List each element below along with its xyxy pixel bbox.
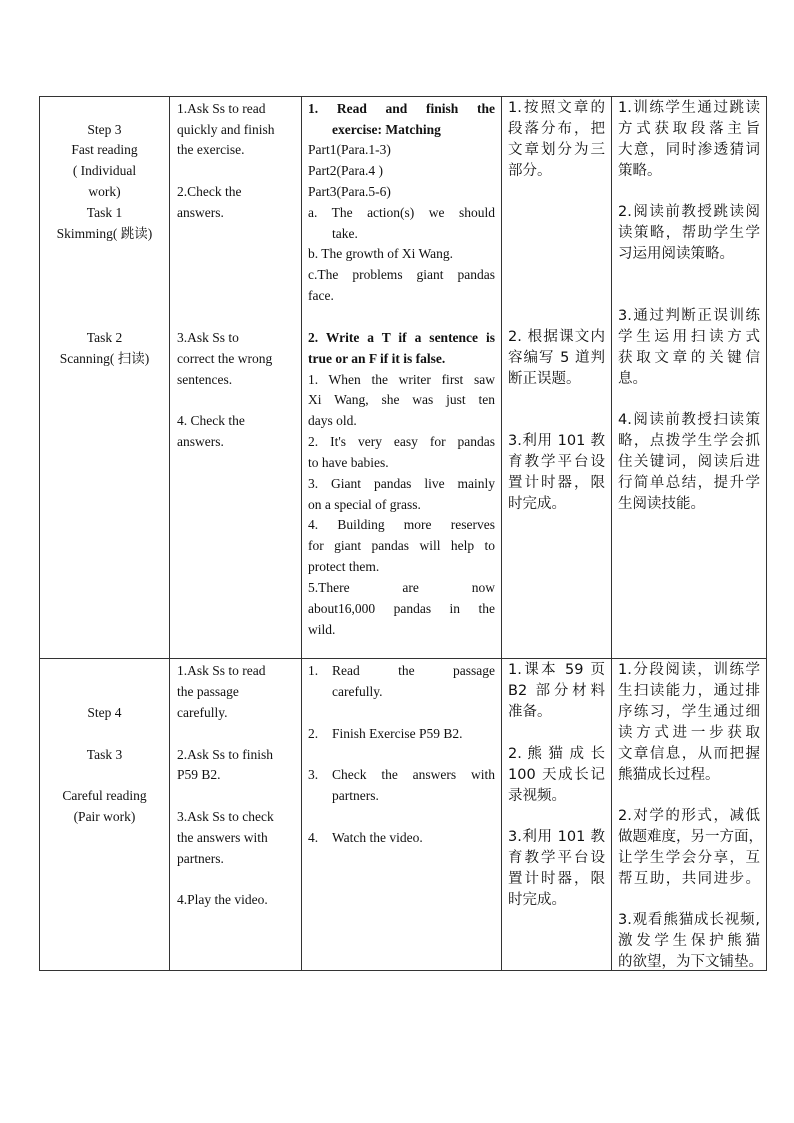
resource-line: 录视频。 (508, 788, 566, 804)
exercise-line: to have babies. (308, 455, 389, 470)
activity-line: carefully. (177, 705, 228, 720)
resource-line: 文章划分为三 (508, 142, 605, 158)
activity-line: 2.Ask Ss to finish (177, 747, 274, 762)
purpose-line: 2.对学的形式，减低 (618, 808, 760, 824)
resource-line: 育教学平台设 (508, 850, 605, 866)
step3-teacher-activity-cell (170, 97, 302, 659)
activity-line: 1.Ask Ss to read (177, 663, 266, 678)
activity-line: the answers with (177, 830, 268, 845)
exercise-heading: exercise: Matching (332, 122, 441, 137)
purpose-line: 让学生学会分享，互 (618, 850, 760, 866)
resource-line: 段落分布，把 (508, 121, 605, 137)
exercise-line: 5.There are now (308, 580, 495, 595)
task-name: Skimming( 跳读) (56, 226, 153, 241)
resource-line: 3.利用 101 教 (508, 433, 605, 449)
resource-line: 3.利用 101 教 (508, 829, 605, 845)
activity-line: answers. (177, 205, 224, 220)
purpose-line: 大意，同时渗透猜词 (618, 142, 760, 158)
activity-line: 2.Check the (177, 184, 242, 199)
exercise-line: Part1(Para.1-3) (308, 142, 391, 157)
purpose-line: 帮互助，共同进步。 (618, 871, 760, 887)
exercise-line: for giant pandas will help to (308, 538, 495, 553)
list-item: Read the passage (332, 663, 495, 678)
exercise-line: on a special of grass. (308, 497, 421, 512)
exercise-line: b. The growth of Xi Wang. (308, 246, 454, 261)
exercise-line: Xi Wang, she was just ten (308, 392, 495, 407)
list-item: Check the answers with (332, 767, 495, 782)
resource-line: B2 部分材料 (508, 683, 605, 699)
step4-purpose-cell (612, 659, 767, 971)
exercise-line: 3. Giant pandas live mainly (308, 476, 495, 491)
resource-line: 容编写 5 道判 (508, 350, 605, 366)
resource-line: 育教学平台设 (508, 454, 605, 470)
purpose-line: 4.阅读前教授扫读策 (618, 412, 760, 428)
mode-label-cont: work) (88, 184, 121, 199)
step4-stage-cell (40, 659, 170, 971)
purpose-line: 读策略，帮助学生学 (618, 225, 760, 241)
task-name: Scanning( 扫读) (59, 351, 150, 366)
purpose-line: 3.观看熊猫成长视频, (618, 912, 760, 928)
resource-line: 2. 熊 猫 成 长 (508, 746, 605, 762)
step3-purpose-cell (612, 97, 767, 659)
exercise-line: 4. Building more reserves (308, 517, 495, 532)
resource-line: 2. 根据课文内 (508, 329, 605, 345)
list-item: Watch the video. (332, 830, 423, 845)
exercise-line: a. The action(s) we should (308, 205, 495, 220)
activity-line: P59 B2. (177, 767, 221, 782)
table-row-step3 (40, 97, 767, 659)
exercise-line: Part3(Para.5-6) (308, 184, 391, 199)
resource-line: 1.课本 59 页 (508, 662, 605, 678)
list-number: 4. (308, 830, 319, 845)
step3-stage-cell (40, 97, 170, 659)
activity-line: correct the wrong (177, 351, 273, 366)
step3-student-activity-cell (302, 97, 502, 659)
purpose-line: 方式获取段落主旨 (618, 121, 760, 137)
purpose-line: 熊猫成长过程。 (618, 767, 720, 783)
resource-line: 时完成。 (508, 496, 566, 512)
list-item: Finish Exercise P59 B2. (332, 726, 463, 741)
purpose-line: 息。 (618, 371, 647, 387)
resource-line: 100 天成长记 (508, 767, 605, 783)
exercise-line: Part2(Para.4 ) (308, 163, 383, 178)
purpose-line: 略，点拨学生学会抓 (618, 433, 760, 449)
purpose-line: 1.训练学生通过跳读 (618, 100, 760, 116)
list-number: 3. (308, 767, 319, 782)
purpose-line: 3.通过判断正误训练 (618, 308, 760, 324)
task-label: Task 2 (86, 330, 123, 345)
exercise-heading: 1. Read and finish the (308, 101, 495, 116)
step-label: Step 3 (87, 122, 122, 137)
step4-teacher-activity-cell (170, 659, 302, 971)
resource-line: 部分。 (508, 163, 552, 179)
activity-line: 4. Check the (177, 413, 245, 428)
activity-line: 4.Play the video. (177, 892, 268, 907)
list-item: partners. (332, 788, 379, 803)
activity-line: the passage (177, 684, 239, 699)
purpose-line: 住关键词，阅读后进 (618, 454, 760, 470)
lesson-plan-table (39, 96, 767, 971)
list-item: carefully. (332, 684, 383, 699)
activity-line: quickly and finish (177, 122, 275, 137)
step4-resources-cell (502, 659, 612, 971)
purpose-line: 学生运用扫读方式 (618, 329, 760, 345)
purpose-line: 激发学生保护熊猫 (618, 933, 760, 949)
purpose-line: 习运用阅读策略。 (618, 246, 734, 262)
exercise-line: protect them. (308, 559, 380, 574)
step-label: Step 4 (87, 705, 122, 720)
purpose-line: 序练习，学生通过细 (618, 704, 760, 720)
resource-line: 置计时器，限 (508, 871, 605, 887)
activity-line: partners. (177, 851, 224, 866)
table-row-step4 (40, 659, 767, 971)
activity-line: answers. (177, 434, 224, 449)
purpose-line: 策略。 (618, 163, 662, 179)
purpose-line: 1.分段阅读，训练学 (618, 662, 760, 678)
stage-label: Careful reading (62, 788, 147, 803)
purpose-line: 做题难度，另一方面， (618, 829, 763, 845)
mode-label: ( Individual (72, 163, 137, 178)
exercise-line: about16,000 pandas in the (308, 601, 495, 616)
purpose-line: 生阅读技能。 (618, 496, 705, 512)
activity-line: the exercise. (177, 142, 245, 157)
activity-line: sentences. (177, 372, 233, 387)
exercise-line: c.The problems giant pandas (308, 267, 495, 282)
exercise-line: wild. (308, 622, 336, 637)
resource-line: 断正误题。 (508, 371, 581, 387)
purpose-line: 文章信息，从而把握 (618, 746, 760, 762)
list-number: 1. (308, 663, 319, 678)
resource-line: 置计时器，限 (508, 475, 605, 491)
resource-line: 时完成。 (508, 892, 566, 908)
list-number: 2. (308, 726, 319, 741)
activity-line: 1.Ask Ss to read (177, 101, 266, 116)
step3-resources-cell (502, 97, 612, 659)
exercise-line: 1. When the writer first saw (308, 372, 495, 387)
purpose-line: 行简单总结，提升学 (618, 475, 760, 491)
resource-line: 准备。 (508, 704, 552, 720)
resource-line: 1.按照文章的 (508, 100, 605, 116)
exercise-heading: true or an F if it is false. (308, 351, 446, 366)
activity-line: 3.Ask Ss to check (177, 809, 274, 824)
exercise-heading: 2. Write a T if a sentence is (308, 330, 495, 345)
purpose-line: 2.阅读前教授跳读阅 (618, 204, 760, 220)
purpose-line: 读方式进一步获取 (618, 725, 760, 741)
step4-student-activity-cell (302, 659, 502, 971)
task-label: Task 1 (86, 205, 123, 220)
purpose-line: 的欲望，为下文铺垫。 (618, 954, 763, 970)
exercise-line: days old. (308, 413, 357, 428)
stage-label: Fast reading (71, 142, 138, 157)
exercise-line: face. (308, 288, 334, 303)
purpose-line: 生扫读能力，通过排 (618, 683, 760, 699)
purpose-line: 获取文章的关键信 (618, 350, 760, 366)
task-label: Task 3 (86, 747, 123, 762)
exercise-line: take. (332, 226, 358, 241)
mode-label: (Pair work) (73, 809, 136, 824)
exercise-line: 2. It's very easy for pandas (308, 434, 495, 449)
activity-line: 3.Ask Ss to (177, 330, 239, 345)
